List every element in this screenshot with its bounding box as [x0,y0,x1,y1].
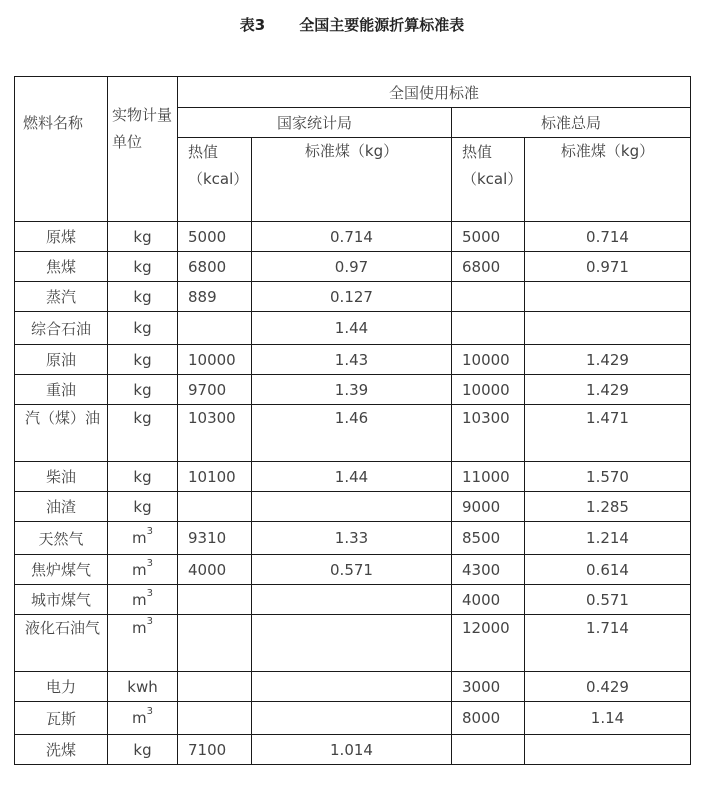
standard-coal-standards-cell [525,375,691,405]
heat-value-standards-cell [452,345,525,375]
heat-value-standards-cell [452,312,525,345]
standard-coal-standards-cell-text: 0.614 [586,560,629,579]
heat-value-standards-cell-text: 10000 [462,350,510,369]
heat-value-stats-cell-text: 7100 [188,740,227,759]
unit-superscript: 3 [146,706,153,717]
heat-value-stats-cell [178,222,252,252]
standard-coal-stats-cell-text: 1.33 [334,529,369,547]
heat-value-standards-cell [452,672,525,702]
fuel-name-cell [15,672,108,702]
table-row [15,405,691,462]
fuel-name-cell-text: 电力 [45,678,76,696]
fuel-name-cell [15,312,108,345]
unit-cell-text: kg [133,467,152,486]
standard-coal-stats-cell [252,375,452,405]
fuel-name-cell [15,585,108,615]
header-unit: 实物计量单位 [108,77,178,222]
standard-coal-standards-cell-text: 1.14 [590,709,625,727]
fuel-name-cell [15,492,108,522]
heat-value-stats-cell [178,375,252,405]
unit-cell [108,672,178,702]
standard-coal-stats-cell-text: 1.43 [334,350,369,369]
fuel-name-cell-text: 油渣 [45,498,76,516]
fuel-name-cell [15,735,108,765]
unit-cell [108,702,178,735]
standard-coal-standards-cell [525,735,691,765]
fuel-name-cell-text: 天然气 [38,529,84,548]
unit-cell [108,555,178,585]
heat-value-stats-cell [178,462,252,492]
standard-coal-standards-cell-text: 1.214 [586,529,629,547]
heat-value-stats-cell-text: 10300 [188,409,236,427]
standard-coal-standards-cell-text: 0.971 [586,257,629,276]
table-row [15,282,691,312]
unit-cell-text: kg [133,319,152,337]
standard-coal-stats-cell [252,492,452,522]
fuel-name-cell-text: 柴油 [45,468,76,486]
standard-coal-standards-cell-text: 1.570 [586,467,629,486]
standard-coal-stats-cell-text: 0.97 [334,257,369,276]
heat-value-stats-cell-text: 6800 [188,257,227,276]
table-row [15,555,691,585]
header-bureau-standards: 标准总局 [452,108,691,138]
standard-coal-standards-cell-text: 0.571 [586,590,629,609]
fuel-name-cell-text: 焦炉煤气 [30,561,91,579]
heat-value-stats-cell-text: 9700 [188,380,227,399]
unit-cell [108,405,178,462]
heat-value-standards-cell [452,282,525,312]
standard-coal-stats-cell [252,522,452,555]
table-row [15,222,691,252]
standard-coal-stats-cell [252,735,452,765]
unit-cell [108,462,178,492]
unit-cell-text: kg [133,350,152,369]
heat-value-stats-cell [178,585,252,615]
heat-value-standards-cell [452,252,525,282]
unit-superscript: 3 [146,557,153,569]
heat-value-stats-cell [178,702,252,735]
standard-coal-stats-cell [252,585,452,615]
fuel-name-cell-text: 液化石油气 [25,619,101,637]
fuel-name-cell [15,222,108,252]
table-row [15,735,691,765]
heat-value-standards-cell [452,735,525,765]
unit-superscript: 3 [146,526,153,537]
standard-coal-stats-cell-text: 0.127 [330,287,373,306]
fuel-name-cell-text: 原煤 [45,228,76,246]
table-row [15,345,691,375]
unit-cell [108,222,178,252]
standard-coal-stats-cell-text: 0.714 [330,227,373,246]
unit-cell-text: kg [133,409,152,427]
heat-value-stats-cell [178,312,252,345]
unit-cell [108,312,178,345]
heat-value-standards-cell [452,702,525,735]
fuel-name-cell-text: 蒸汽 [45,288,76,306]
heat-value-stats-cell-text: 4000 [188,560,227,579]
heat-value-standards-cell [452,405,525,462]
heat-value-standards-cell [452,492,525,522]
standard-coal-standards-cell-text: 1.471 [586,409,629,427]
fuel-name-cell [15,462,108,492]
fuel-name-cell-text: 瓦斯 [45,709,76,728]
standard-coal-stats-cell-text: 1.014 [330,740,373,759]
standard-coal-stats-cell [252,555,452,585]
unit-superscript: 3 [146,616,153,627]
heat-value-stats-cell-text: 10100 [188,467,236,486]
heat-value-stats-cell-text: 5000 [188,227,227,246]
heat-value-stats-cell [178,735,252,765]
standard-coal-stats-cell [252,405,452,462]
unit-cell [108,492,178,522]
fuel-name-cell [15,555,108,585]
heat-value-standards-cell-text: 10000 [462,380,510,399]
header-bureau-stats: 国家统计局 [178,108,452,138]
header-heat-value-2: 热值（kcal） [452,138,525,222]
fuel-name-cell [15,252,108,282]
fuel-name-cell [15,375,108,405]
unit-cell-text: m [132,709,147,727]
standard-coal-stats-cell-text: 1.39 [334,380,369,399]
unit-cell [108,735,178,765]
unit-cell [108,375,178,405]
heat-value-stats-cell [178,522,252,555]
heat-value-stats-cell-text: 10000 [188,350,236,369]
heat-value-standards-cell-text: 11000 [462,467,510,486]
fuel-name-cell-text: 汽（煤）油 [25,409,101,427]
energy-conversion-table [14,76,691,765]
standard-coal-stats-cell [252,672,452,702]
header-standard-coal-1: 标准煤（kg） [252,138,452,222]
fuel-name-cell [15,615,108,672]
unit-cell-text: m [132,619,147,637]
fuel-name-cell-text: 原油 [45,351,76,369]
heat-value-standards-cell-text: 5000 [462,227,501,246]
heat-value-standards-cell-text: 4300 [462,560,501,579]
table-title-text: 全国主要能源折算标准表 [299,16,465,34]
table-row [15,375,691,405]
fuel-name-cell [15,405,108,462]
table-row [15,252,691,282]
standard-coal-standards-cell [525,282,691,312]
fuel-name-cell-text: 城市煤气 [30,591,91,609]
heat-value-stats-cell [178,405,252,462]
heat-value-standards-cell-text: 3000 [462,677,501,696]
unit-superscript: 3 [146,587,153,599]
unit-cell-text: m [132,529,147,547]
heat-value-standards-cell-text: 12000 [462,619,510,637]
table-row [15,615,691,672]
table-row [15,312,691,345]
fuel-name-cell [15,345,108,375]
fuel-name-cell-text: 重油 [45,381,76,399]
standard-coal-standards-cell-text: 0.714 [586,227,629,246]
table-title [0,14,704,35]
unit-cell [108,252,178,282]
standard-coal-standards-cell [525,522,691,555]
heat-value-standards-cell-text: 10300 [462,409,510,427]
unit-cell-text: kg [133,227,152,246]
heat-value-stats-cell [178,615,252,672]
standard-coal-standards-cell-text: 1.285 [586,497,629,516]
unit-cell-text: kg [133,287,152,306]
unit-cell-text: kg [133,740,152,759]
heat-value-standards-cell-text: 6800 [462,257,501,276]
unit-cell [108,615,178,672]
fuel-name-cell-text: 综合石油 [30,319,91,338]
heat-value-standards-cell [452,462,525,492]
fuel-name-cell-text: 洗煤 [45,741,76,759]
standard-coal-standards-cell [525,312,691,345]
standard-coal-stats-cell [252,462,452,492]
heat-value-stats-cell-text: 9310 [188,529,227,547]
standard-coal-standards-cell [525,345,691,375]
fuel-name-cell-text: 焦煤 [45,258,76,276]
standard-coal-standards-cell [525,252,691,282]
standard-coal-standards-cell [525,672,691,702]
table-row [15,672,691,702]
unit-cell [108,522,178,555]
standard-coal-standards-cell [525,222,691,252]
standard-coal-stats-cell [252,282,452,312]
header-heat-value-1: 热值（kcal） [178,138,252,222]
table-number: 表3 [239,16,266,34]
standard-coal-stats-cell-text: 1.44 [334,319,369,337]
standard-coal-standards-cell-text: 1.714 [586,619,629,637]
header-fuel-name: 燃料名称 [15,77,108,222]
fuel-name-cell [15,702,108,735]
heat-value-standards-cell-text: 8500 [462,529,501,547]
unit-cell-text: kg [133,257,152,276]
unit-cell-text: kg [133,380,152,399]
standard-coal-standards-cell [525,555,691,585]
unit-cell-text: kwh [127,677,158,696]
unit-cell-text: m [132,590,147,609]
unit-cell-text: kg [133,497,152,516]
standard-coal-stats-cell [252,702,452,735]
unit-cell [108,585,178,615]
standard-coal-stats-cell [252,222,452,252]
unit-cell [108,345,178,375]
table-row [15,585,691,615]
fuel-name-cell [15,282,108,312]
heat-value-standards-cell-text: 4000 [462,590,501,609]
heat-value-stats-cell [178,345,252,375]
table-row [15,702,691,735]
heat-value-stats-cell [178,252,252,282]
unit-cell [108,282,178,312]
header-national-standard: 全国使用标准 [178,77,691,108]
fuel-name-cell [15,522,108,555]
table-row [15,462,691,492]
table-row [15,492,691,522]
standard-coal-standards-cell-text: 0.429 [586,677,629,696]
standard-coal-standards-cell-text: 1.429 [586,350,629,369]
standard-coal-standards-cell [525,702,691,735]
heat-value-stats-cell [178,555,252,585]
standard-coal-standards-cell-text: 1.429 [586,380,629,399]
unit-cell-text: m [132,560,147,579]
table-row [15,522,691,555]
standard-coal-standards-cell [525,405,691,462]
standard-coal-stats-cell [252,252,452,282]
heat-value-standards-cell [452,555,525,585]
standard-coal-stats-cell [252,615,452,672]
standard-coal-standards-cell [525,585,691,615]
heat-value-standards-cell [452,375,525,405]
heat-value-stats-cell [178,492,252,522]
standard-coal-stats-cell-text: 1.46 [334,409,369,427]
standard-coal-stats-cell-text: 0.571 [330,560,373,579]
header-standard-coal-2: 标准煤（kg） [525,138,691,222]
heat-value-stats-cell [178,672,252,702]
heat-value-standards-cell [452,222,525,252]
heat-value-standards-cell [452,615,525,672]
heat-value-standards-cell [452,522,525,555]
standard-coal-standards-cell [525,462,691,492]
heat-value-standards-cell-text: 8000 [462,709,501,727]
standard-coal-stats-cell [252,312,452,345]
heat-value-stats-cell-text: 889 [188,287,217,306]
standard-coal-standards-cell [525,615,691,672]
heat-value-stats-cell [178,282,252,312]
standard-coal-stats-cell [252,345,452,375]
heat-value-standards-cell-text: 9000 [462,497,501,516]
standard-coal-stats-cell-text: 1.44 [334,467,369,486]
heat-value-standards-cell [452,585,525,615]
standard-coal-standards-cell [525,492,691,522]
